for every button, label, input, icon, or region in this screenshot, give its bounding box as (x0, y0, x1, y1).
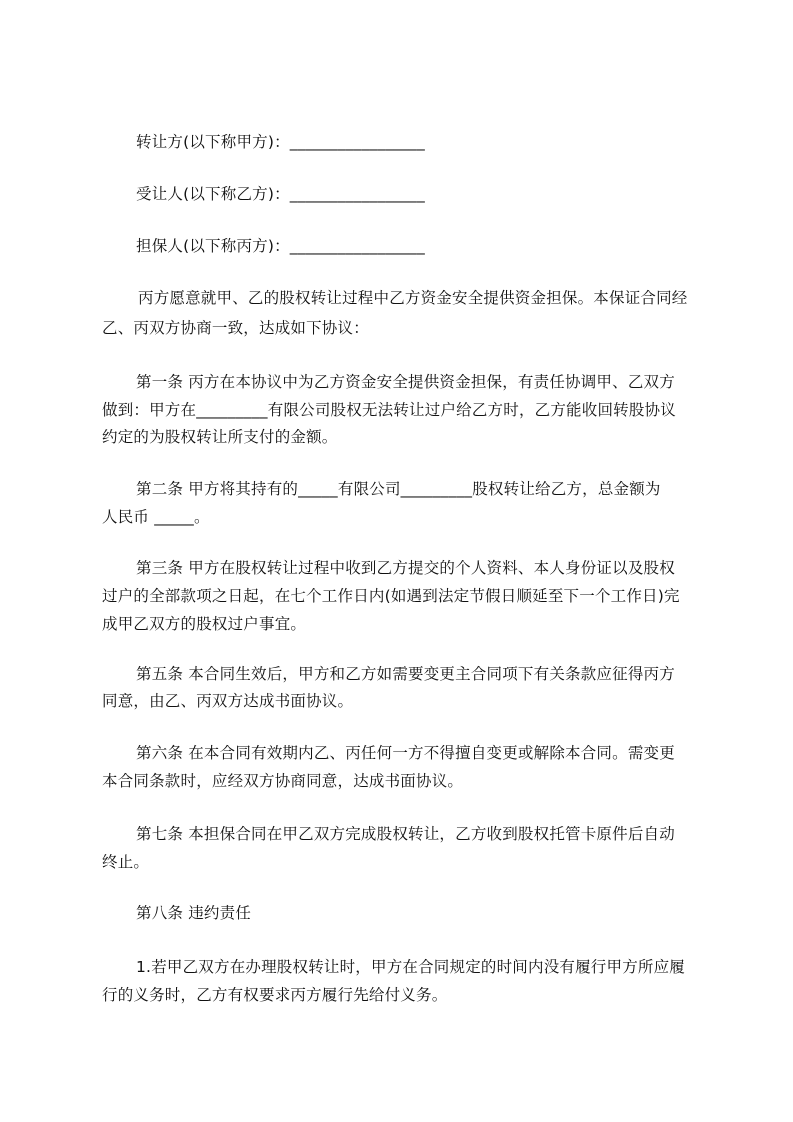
article-8-item-1-line-2: 行的义务时，乙方有权要求丙方履行先给付义务。 (102, 986, 448, 1004)
article-5-line-1: 第五条 本合同生效后，甲方和乙方如需要变更主合同项下有关条款应征得丙方 (136, 665, 675, 683)
article-6-line-2: 本合同条款时，应经双方协商同意，达成书面协议。 (102, 772, 464, 790)
transferor-line: 转让方(以下称甲方)：_________________ (136, 133, 425, 151)
article-2-line-1: 第二条 甲方将其持有的_____有限公司_________股权转让给乙方，总金额为 (136, 480, 661, 498)
article-1-line-3: 约定的为股权转让所支付的金额。 (102, 428, 338, 446)
article-3-line-3: 成甲乙双方的股权过户事宜。 (102, 615, 307, 633)
article-5-line-2: 同意，由乙、丙双方达成书面协议。 (102, 692, 354, 710)
article-2-line-2: 人民币 _____。 (102, 508, 210, 526)
article-1-line-1: 第一条 丙方在本协议中为乙方资金安全提供资金担保，有责任协调甲、乙双方 (136, 373, 675, 391)
article-7-line-1: 第七条 本担保合同在甲乙双方完成股权转让，乙方收到股权托管卡原件后自动 (136, 825, 675, 843)
transferee-line: 受让人(以下称乙方)：_________________ (136, 185, 425, 203)
preamble-line-2: 乙、丙双方协商一致，达成如下协议： (102, 319, 369, 337)
article-3-line-2: 过户的全部款项之日起，在七个工作日内(如遇到法定节假日顺延至下一个工作日)完 (102, 587, 680, 605)
preamble-line-1: 丙方愿意就甲、乙的股权转让过程中乙方资金安全提供资金担保。本保证合同经 (138, 289, 688, 307)
article-8-item-1-line-1: 1.若甲乙双方在办理股权转让时，甲方在合同规定的时间内没有履行甲方所应履 (136, 958, 685, 976)
article-6-line-1: 第六条 在本合同有效期内乙、丙任何一方不得擅自变更或解除本合同。需变更 (136, 744, 675, 762)
article-8-title: 第八条 违约责任 (136, 904, 252, 922)
article-1-line-2: 做到：甲方在_________有限公司股权无法转让过户给乙方时，乙方能收回转股协议 (102, 401, 676, 419)
article-7-line-2: 终止。 (102, 853, 150, 871)
guarantor-line: 担保人(以下称丙方)：_________________ (136, 237, 425, 255)
article-3-line-1: 第三条 甲方在股权转让过程中收到乙方提交的个人资料、本人身份证以及股权 (136, 559, 675, 577)
